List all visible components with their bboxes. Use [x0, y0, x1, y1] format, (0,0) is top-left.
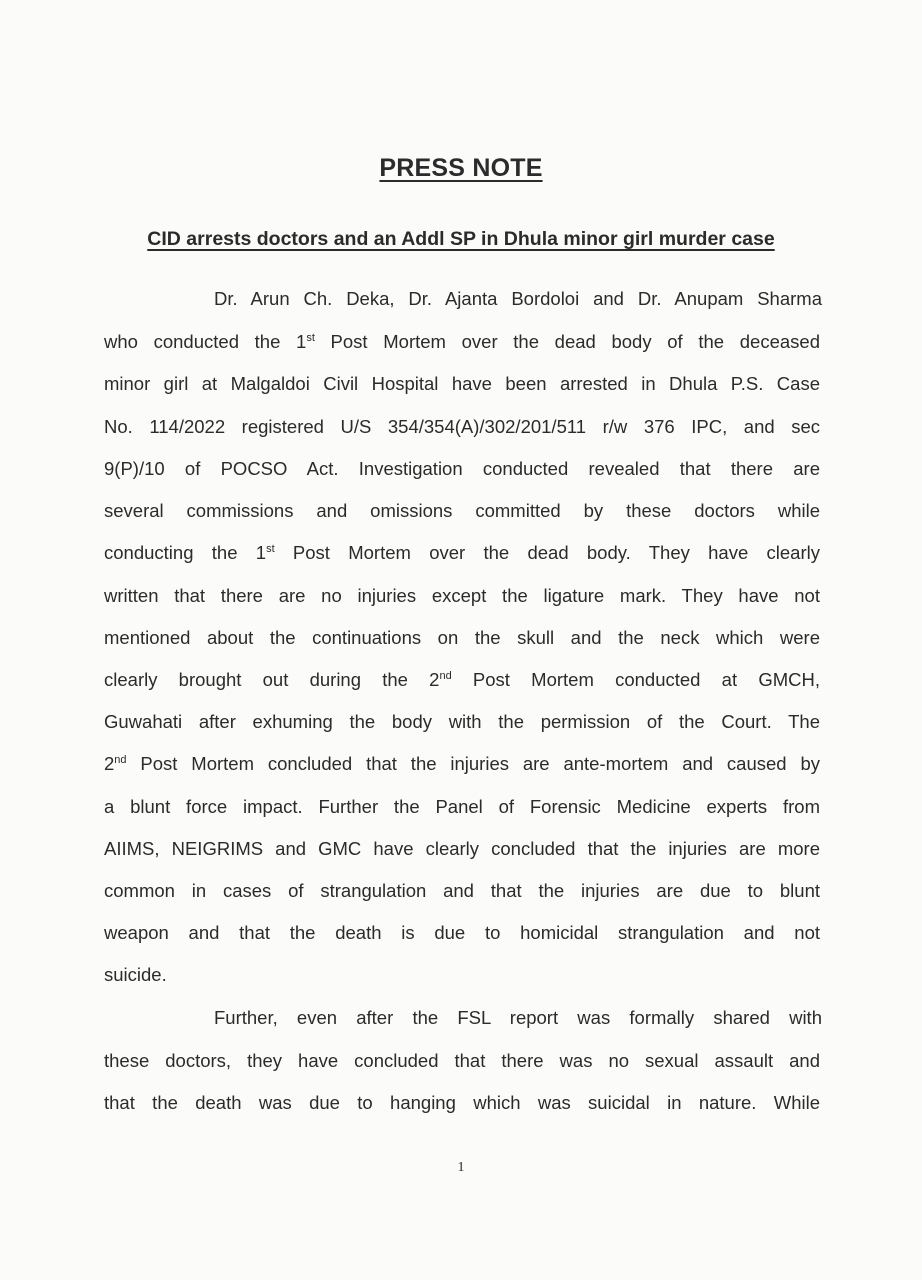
body-line: written that there are no injuries except the ligature mark. They have not — [104, 585, 820, 606]
body-line: clearly brought out during the 2nd Post Mortem conducted at GMCH, — [104, 669, 820, 690]
body-line: 9(P)/10 of POCSO Act. Investigation conducted revealed that there are — [104, 458, 820, 479]
subtitle-heading: CID arrests doctors and an Addl SP in Dhula minor girl murder case — [147, 228, 775, 250]
body-line: these doctors, they have concluded that there was no sexual assault and — [104, 1050, 820, 1071]
body-line: conducting the 1st Post Mortem over the dead body. They have clearly — [104, 542, 820, 563]
body-line: common in cases of strangulation and that the injuries are due to blunt — [104, 880, 820, 901]
body-line: several commissions and omissions committed by these doctors while — [104, 500, 820, 521]
body-line: 2nd Post Mortem concluded that the injuries are ante-mortem and caused by — [104, 753, 820, 774]
body-line: mentioned about the continuations on the skull and the neck which were — [104, 627, 820, 648]
body-line: Further, even after the FSL report was formally shared with — [214, 1007, 822, 1028]
page-title: PRESS NOTE — [379, 154, 543, 182]
body-line: AIIMS, NEIGRIMS and GMC have clearly concluded that the injuries are more — [104, 838, 820, 859]
body-line: Dr. Arun Ch. Deka, Dr. Ajanta Bordoloi and Dr. Anupam Sharma — [214, 288, 822, 309]
body-line: that the death was due to hanging which was suicidal in nature. While — [104, 1092, 820, 1113]
body-line: suicide. — [104, 964, 167, 985]
page-number: 1 — [457, 1160, 465, 1175]
body-line: a blunt force impact. Further the Panel of Forensic Medicine experts from — [104, 796, 820, 817]
body-line: Guwahati after exhuming the body with the permission of the Court. The — [104, 711, 820, 732]
body-line: weapon and that the death is due to homicidal strangulation and not — [104, 922, 820, 943]
body-line: who conducted the 1st Post Mortem over the dead body of the deceased — [104, 331, 820, 352]
body-line: minor girl at Malgaldoi Civil Hospital have been arrested in Dhula P.S. Case — [104, 373, 820, 394]
body-line: No. 114/2022 registered U/S 354/354(A)/302/201/511 r/w 376 IPC, and sec — [104, 416, 820, 437]
